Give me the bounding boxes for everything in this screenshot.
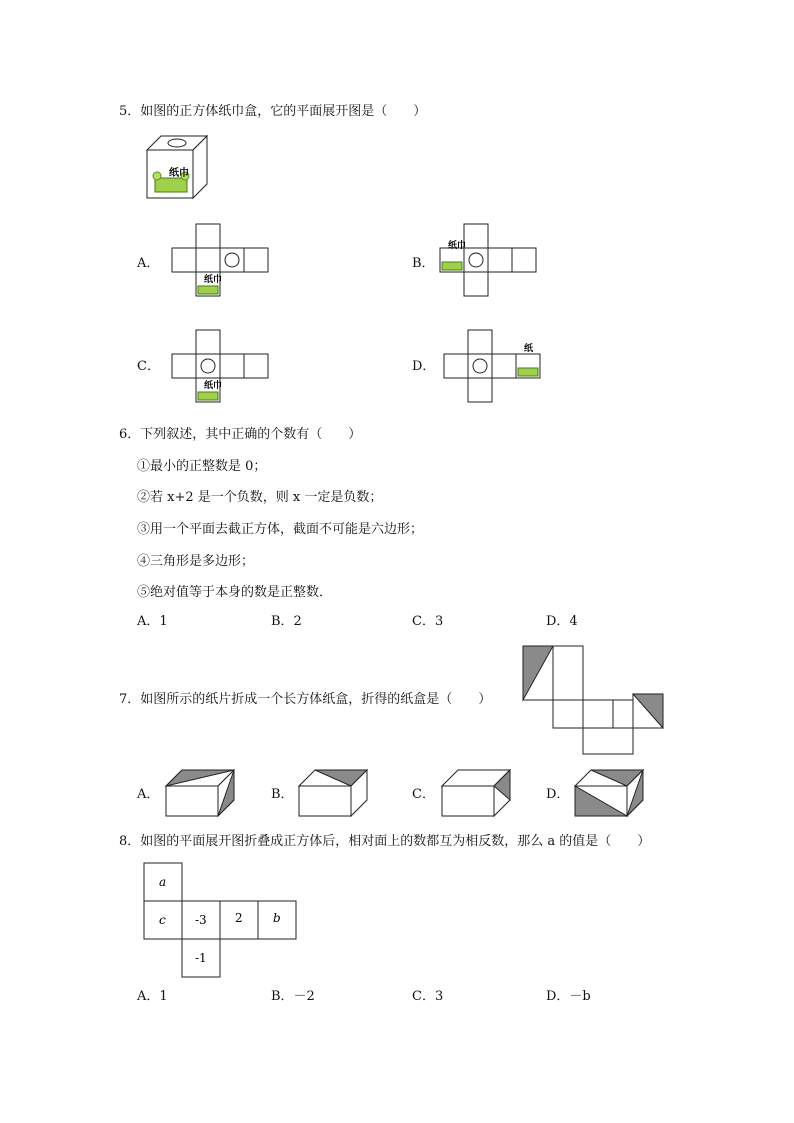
q6-item-5: ⑤绝对值等于本身的数是正整数． bbox=[137, 585, 333, 600]
q7-paper-net bbox=[522, 642, 672, 757]
q5-b-text: 纸巾 bbox=[448, 241, 467, 251]
cell-neg1: -1 bbox=[195, 951, 207, 965]
q6-item-4: ④三角形是多边形； bbox=[137, 554, 255, 569]
q8-option-d: D．－b bbox=[546, 989, 591, 1004]
q5-d-text: 纸 bbox=[524, 344, 534, 354]
q7-option-b-box bbox=[297, 768, 369, 818]
q7-option-d-label: D． bbox=[546, 787, 570, 802]
q6-item-2: ②若 x+2 是一个负数，则 x 一定是负数； bbox=[137, 490, 383, 505]
tissue-box-figure bbox=[143, 132, 213, 202]
q5-option-d-label: D． bbox=[412, 359, 436, 374]
q5-option-a-label: A． bbox=[137, 256, 160, 271]
cell-neg3: -3 bbox=[195, 913, 207, 927]
q5-stem: 5．如图的正方体纸巾盒，它的平面展开图是（ ） bbox=[119, 104, 427, 119]
q7-option-c-label: C． bbox=[412, 787, 435, 802]
q5-a-text: 纸巾 bbox=[204, 275, 223, 285]
q8-stem: 8．如图的平面展开图折叠成正方体后，相对面上的数都互为相反数，那么 a 的值是（ ） bbox=[119, 834, 651, 849]
q8-cube-net bbox=[143, 862, 303, 982]
q5-c-text: 纸巾 bbox=[204, 381, 223, 391]
q8-option-a: A．1 bbox=[137, 989, 168, 1004]
q5-option-c-label: C． bbox=[137, 359, 160, 374]
q7-option-d-box bbox=[573, 768, 645, 818]
q6-option-c: C．3 bbox=[412, 614, 444, 629]
q5-option-b-net bbox=[438, 224, 548, 304]
q7-stem: 7．如图所示的纸片折成一个长方体纸盒，折得的纸盒是（ ） bbox=[119, 692, 492, 707]
q6-option-d: D．4 bbox=[546, 614, 578, 629]
cell-b: b bbox=[273, 911, 281, 925]
q6-option-b: B．2 bbox=[271, 614, 302, 629]
cell-a: a bbox=[159, 875, 167, 889]
cell-2: 2 bbox=[235, 911, 243, 925]
q7-option-c-box bbox=[440, 768, 512, 818]
q5-option-d-net bbox=[442, 330, 552, 410]
cell-c: c bbox=[159, 913, 166, 927]
q6-stem: 6．下列叙述，其中正确的个数有（ ） bbox=[119, 427, 362, 442]
q8-option-b: B．－2 bbox=[271, 989, 315, 1004]
q5-option-a-net bbox=[170, 224, 280, 304]
q7-option-a-box bbox=[164, 768, 236, 818]
q8-option-c: C．3 bbox=[412, 989, 444, 1004]
q5-option-b-label: B． bbox=[412, 256, 435, 271]
q7-option-a-label: A． bbox=[137, 787, 160, 802]
q5-option-c-net bbox=[170, 330, 280, 410]
q6-item-1: ①最小的正整数是 0； bbox=[137, 459, 267, 474]
box-label: 纸巾 bbox=[169, 168, 189, 179]
q7-option-b-label: B． bbox=[271, 787, 294, 802]
q6-item-3: ③用一个平面去截正方体，截面不可能是六边形； bbox=[137, 522, 424, 537]
q6-option-a: A．1 bbox=[137, 614, 168, 629]
